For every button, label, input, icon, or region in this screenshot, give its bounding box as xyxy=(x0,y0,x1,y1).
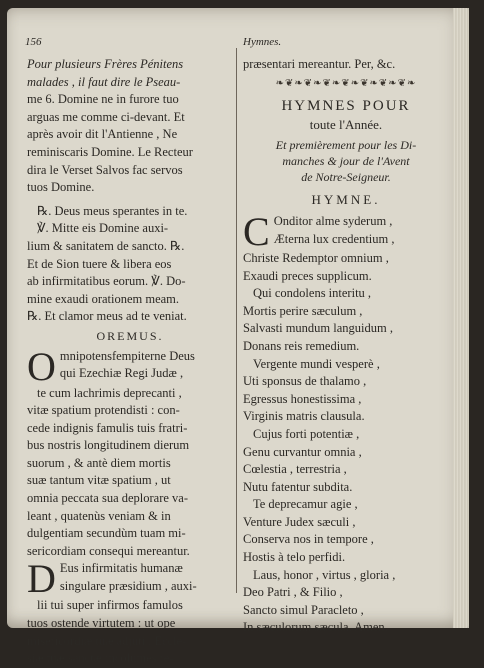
prayer-line: vitæ spatium protendisti : con- xyxy=(27,403,180,418)
versicles xyxy=(27,203,233,326)
intro-line: Et premièrement pour les Di- xyxy=(275,138,417,153)
versicle-line: ℞. Deus meus sperantes in te. xyxy=(37,203,188,218)
versicle-line: ℞. Et clamor meus ad te veniat. xyxy=(27,309,187,324)
versicle-line: ab infirmitatibus eorum. ℣. Do- xyxy=(27,274,186,289)
hymn-line: Hostis à telo perfidi. xyxy=(243,550,346,565)
hymn-line: Salvasti mundum languidum , xyxy=(243,321,393,336)
hymn-line: Exaudi preces supplicum. xyxy=(243,268,372,283)
prayer-line: mnipotensfempiterne Deus xyxy=(59,348,195,363)
prayer-line: suæ tantum vitæ spatium , ut xyxy=(27,473,171,488)
prayer-line: te cum lachrimis deprecanti , xyxy=(37,385,182,400)
left-column xyxy=(27,56,233,668)
intro-line: manches & jour de l'Avent xyxy=(282,154,410,169)
hymn-line: Mortis perire sæculum , xyxy=(243,303,363,318)
hymn-line: Uti sponsus de thalamo , xyxy=(243,374,367,389)
intro-line: dira le Verset Salvos fac servos xyxy=(27,162,183,177)
hymn-line: Deo Patri , & Filio , xyxy=(243,585,343,600)
hymn-line: Nutu fatentur subdita. xyxy=(243,479,353,494)
prayer-line: cede indignis famulis tuis fratri- xyxy=(27,420,188,435)
intro-line: de Notre-Seigneur. xyxy=(301,170,391,185)
prayer-line: dulgentiam secundùm tuam mi- xyxy=(27,526,186,541)
hymn-line: Æterna lux credentium , xyxy=(273,231,395,246)
hymn-line: Laus, honor , virtus , gloria , xyxy=(253,567,396,582)
versicle-line: ℣. Mitte eis Domine auxi- xyxy=(37,221,169,236)
prayer-line: misericordiæ tuæ adjuti , Eccle- xyxy=(27,633,187,648)
prayer-1 xyxy=(27,343,233,561)
oremus-heading: OREMUS. xyxy=(96,328,164,343)
prayer-line: Eus infirmitatis humanæ xyxy=(59,561,183,576)
hymn-line: Genu curvantur omnia , xyxy=(243,444,362,459)
hymn-line: Te deprecamur agie , xyxy=(253,497,358,512)
section-intro xyxy=(243,137,449,185)
page-number: 156 xyxy=(25,36,42,48)
intro-line: Pour plusieurs Frères Pénitens xyxy=(27,57,184,71)
page-edges xyxy=(453,8,469,628)
versicle-line: mine exaudi orationem meam. xyxy=(27,291,180,306)
intro-line: reminiscaris Domine. Le Recteur xyxy=(27,144,193,159)
prayer-line: tuos ostende virtutem : ut ope xyxy=(27,616,176,631)
prayer-line: singulare præsidium , auxi- xyxy=(59,579,197,594)
hymn-line: Conserva nos in tempore , xyxy=(243,532,374,547)
running-title: Hymnes. xyxy=(243,36,282,48)
hymn-line: Qui condolens interitu , xyxy=(253,286,372,301)
section-subtitle: toute l'Année. xyxy=(309,116,383,132)
hymn-line: In sæculorum sæcula. Amen. xyxy=(243,620,388,635)
intro-line: me 6. Domine ne in furore tuo xyxy=(27,92,179,107)
hymn-text xyxy=(243,208,449,637)
prayer-line: qui Ezechiæ Regi Judæ , xyxy=(59,366,184,381)
hymn-heading: HYMNE. xyxy=(311,192,381,208)
hymn-line: Onditor alme syderum , xyxy=(273,213,393,228)
intro-line: arguas me comme ci-devant. Et xyxy=(27,109,185,124)
rubric-intro xyxy=(27,56,233,197)
running-header xyxy=(25,36,445,52)
intro-line: malades , il faut dire le Pseau- xyxy=(27,74,181,89)
drop-cap: O xyxy=(27,343,56,389)
hymn-line: Cujus forti potentiæ , xyxy=(253,426,360,441)
hymn-line: Christe Redemptor omnium , xyxy=(243,250,389,265)
book-page xyxy=(7,8,469,666)
prayer-line: leant , quatenùs veniam & in xyxy=(27,508,171,523)
prayer-line: suorum , & antè diem mortis xyxy=(27,455,171,470)
ornament-band: ❧❦❧❦❧❦❧❦❧❦❧❦❧❦❧ xyxy=(275,77,417,89)
hymn-line: Vergente mundi vesperè , xyxy=(253,356,380,371)
prayer-2 xyxy=(27,556,233,667)
drop-cap: C xyxy=(243,208,270,254)
prayer-line: bus nostris longitudinem dierum xyxy=(27,438,190,453)
prayer-line: sericordiam consequi mereantur. xyxy=(27,543,190,558)
continuation-line: præsentari mereantur. Per, &c. xyxy=(243,57,396,71)
section-title: HYMNES POUR xyxy=(281,98,411,115)
prayer-line: lii tui super infirmos famulos xyxy=(37,598,183,613)
column-divider xyxy=(236,48,237,593)
versicle-line: Et de Sion tuere & libera eos xyxy=(27,256,172,271)
hymn-line: Egressus honestissima , xyxy=(243,391,362,406)
right-column xyxy=(243,56,449,637)
drop-cap: D xyxy=(27,556,56,602)
versicle-line: lium & sanitatem de sancto. ℞. xyxy=(27,238,185,253)
hymn-line: Donans reis remedium. xyxy=(243,338,360,353)
hymn-line: Cœlestia , terrestria , xyxy=(243,462,347,477)
hymn-line: Virginis matris clausula. xyxy=(243,409,365,424)
prayer-line: siæ tuæ sanctæ incolumes re- xyxy=(27,651,174,666)
intro-line: après avoir dit l'Antienne , Ne xyxy=(27,127,178,142)
hymn-line: Sancto simul Paracleto , xyxy=(243,602,364,617)
intro-line: tuos Domine. xyxy=(27,180,95,195)
hymn-line: Venture Judex sæculi , xyxy=(243,514,356,529)
prayer-line: omnia peccata sua deplorare va- xyxy=(27,491,189,506)
